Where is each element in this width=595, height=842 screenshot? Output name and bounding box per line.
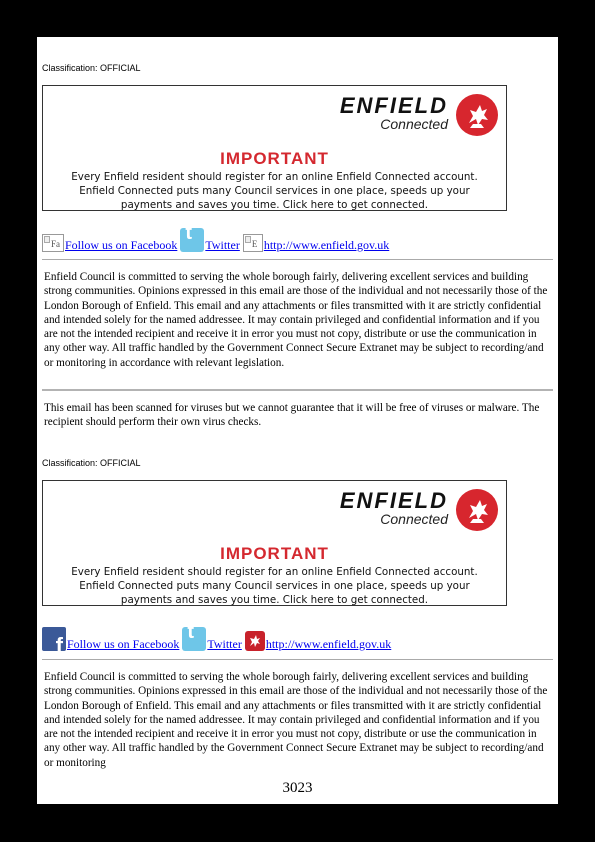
social-links bbox=[42, 621, 392, 658]
disclaimer-text: Enfield Council is committed to serving the whole borough fairly, delivering excellent services and building strong communities. Opinions expressed in this email are those of the individual and not necessarily those of the London Borough of Enfield. This email and any attachments or files transmitted with it are strictly confidential and intended solely for the named addressee. It may contain privileged and confidential information and if you are not the intended recipient and receive it in error you must not copy, distribute or use the communication in any other way. All traffic handled by the Government Connect Secure Extranet may be subject to recording/and or monitoring in accordance with relevant legislation. bbox=[44, 271, 548, 369]
website-link[interactable]: http://www.enfield.gov.uk bbox=[265, 637, 392, 651]
divider bbox=[42, 259, 553, 260]
enfield-logo bbox=[340, 94, 448, 131]
page-number: 3023 bbox=[282, 780, 313, 796]
divider bbox=[42, 389, 553, 391]
banner-text: Every Enfield resident should register for an online Enfield Connected account. Enfield Connected puts many Council services in one place, speeds up your payments and saves you time. Click here to get connected. bbox=[71, 566, 478, 606]
twitter-icon[interactable]: t bbox=[182, 627, 206, 651]
classification-label: Classification: OFFICIAL bbox=[42, 458, 141, 468]
logo-sub: Connected bbox=[380, 116, 448, 132]
enfield-dragon-badge-icon bbox=[456, 94, 498, 136]
banner-heading: IMPORTANT bbox=[220, 149, 329, 168]
logo-word: ENFIELD bbox=[339, 488, 448, 513]
facebook-icon[interactable]: Fa bbox=[42, 234, 64, 252]
facebook-link[interactable]: Follow us on Facebook bbox=[65, 238, 178, 252]
banner-heading: IMPORTANT bbox=[220, 544, 329, 563]
classification-label: Classification: OFFICIAL bbox=[42, 63, 141, 73]
twitter-icon[interactable]: t bbox=[180, 228, 204, 252]
social-links bbox=[42, 222, 390, 252]
facebook-icon[interactable]: f bbox=[42, 627, 66, 651]
logo-word: ENFIELD bbox=[339, 93, 448, 118]
twitter-link[interactable]: Twitter bbox=[207, 637, 242, 651]
enfield-logo-icon[interactable] bbox=[245, 631, 265, 651]
banner-text: Every Enfield resident should register for an online Enfield Connected account. Enfield Connected puts many Council services in one place, speeds up your payments and saves you time. Click here to get connected. bbox=[71, 171, 478, 211]
disclaimer-text: Enfield Council is committed to serving the whole borough fairly, delivering excellent services and building strong communities. Opinions expressed in this email are those of the individual and not necessarily those of the London Borough of Enfield. This email and any attachments or files transmitted with it are strictly confidential and intended solely for the named addressee. It may contain privileged and confidential information and if you are not the intended recipient and receive it in error you must not copy, distribute or use the communication in any other way. All traffic handled by the Government Connect Secure Extranet may be subject to recording/and or monitoring bbox=[44, 671, 548, 769]
enfield-dragon-badge-icon bbox=[456, 489, 498, 531]
virus-notice: This email has been scanned for viruses but we cannot guarantee that it will be free of viruses or malware. The recipient should perform their own virus checks. bbox=[44, 402, 540, 429]
website-link[interactable]: http://www.enfield.gov.uk bbox=[263, 238, 390, 252]
logo-sub: Connected bbox=[380, 511, 448, 527]
document-page bbox=[37, 37, 558, 804]
enfield-connected-banner[interactable] bbox=[42, 85, 507, 211]
twitter-link[interactable]: Twitter bbox=[205, 238, 240, 252]
facebook-link[interactable]: Follow us on Facebook bbox=[67, 637, 180, 651]
divider bbox=[42, 659, 553, 660]
enfield-logo-icon[interactable]: E bbox=[243, 234, 263, 252]
enfield-logo bbox=[340, 489, 448, 526]
enfield-connected-banner[interactable] bbox=[42, 480, 507, 606]
